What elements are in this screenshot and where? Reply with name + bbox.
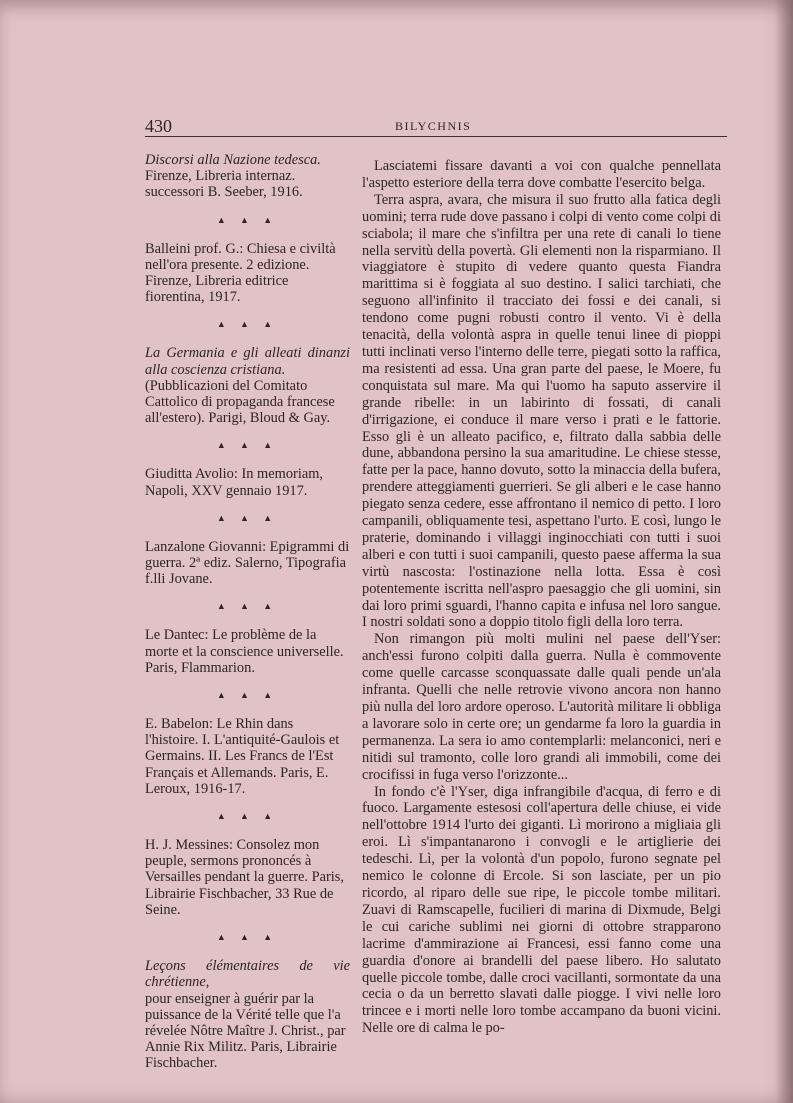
bibliography-entry [145, 345, 350, 426]
separator-ornament: ▲ ▲ ▲ [216, 690, 279, 701]
bibliography-entry [145, 627, 350, 676]
bibliography-entry [145, 837, 350, 918]
bibliography-entry [145, 538, 353, 588]
separator-ornament: ▲ ▲ ▲ [216, 214, 279, 225]
page-edge-shadow [775, 0, 793, 1103]
entry-title: La Germania e gli alleati dinanzi alla coscienza cristiana. [145, 345, 350, 378]
separator-ornament: ▲ ▲ ▲ [216, 440, 279, 451]
entry-text: H. J. Messines: Consolez mon peuple, sermons prononcés à Versailles pendant la guerre. Paris, Librairie Fischbacher, 33 Rue de Seine. [145, 837, 348, 918]
bibliography-entry [145, 958, 350, 1071]
entry-text: Lanzalone Giovanni: Epigrammi di guerra. 2ª ediz. Salerno, Tipografia f.lli Jovane. [145, 538, 353, 588]
separator-ornament: ▲ ▲ ▲ [216, 601, 279, 612]
body-paragraph: Terra aspra, avara, che misura il suo frutto alla fatica degli uomini; terra rude dove passano i colpi di vento come colpi di sciabola; il mare che s'infiltra per una rete di canali lo tiene nella servitù della povertà. Gli elementi non la risparmiano. Il viaggiatore è stupito di vedere quanto questa Fiandra marittima si è foggiata al suo destino. I salici tarchiati, che seguono all'infinito il tracciato dei fossi e dei canali, si tendono come pugni robusti contro il vento. Vi è della tenacità, della volontà aspra in quelle tenui linee di pioppi tutti inclinati verso l'interno delle terre, piegati sotto la raffica, ma resistenti ad essa. Una gran parte del paese, le Moere, fu conquistata sul mare. Ma qui l'uomo ha saputo asservire il grande ribelle: in un labirinto di fossati, di canali d'irrigazione, ei conduce il mare verso i prati e le fattorie. Esso gli è un alleato pacifico, e, filtrato dalla sabbia delle dune, abbandona persino la sua amaritudine. Le chiese stesse, fatte per la pace, hanno dovuto, sotto la minaccia della bufera, prendere atteggiamenti guerrieri. Se gli alberi e le case hanno piegato senza cedere, esse affrontano il nemico di petto. I loro campanili, obliquamente tesi, aspettano l'urto. E così, lungo le praterie, dominando i villaggi inginocchiati con tutti i suoi alberi e con tutti i suoi campanili, questo paese afferma la sua virtù nascosta: l'ostinazione nella lotta. Essa è così potentemente iscritta nell'aspro paesaggio che gli uomini, sin dai loro primi sguardi, l'hanno capita e infusa nel loro sangue. I nostri soldati sono a doppio titolo figli della loro terra. [362, 191, 721, 631]
entry-text: E. Babelon: Le Rhin dans l'histoire. I. L'antiquité-Gaulois et Germains. II. Les Francs de l'Est Français et Allemands. Paris, E. Leroux, 1916-17. [145, 716, 343, 797]
page-header [145, 110, 727, 138]
entry-text: Firenze, Libreria internaz. successori B. Seeber, 1916. [145, 168, 303, 201]
separator-ornament: ▲ ▲ ▲ [216, 512, 279, 523]
entry-text: Le Dantec: Le problème de la morte et la conscience universelle. Paris, Flammarion. [145, 627, 348, 676]
entry-title: Discorsi alla Nazione tedesca. [145, 152, 321, 168]
entry-text: Giuditta Avolio: In memoriam, Napoli, XXV gennaio 1917. [145, 466, 327, 499]
bibliography-column [145, 152, 353, 1072]
entry-text: (Pubblicazioni del Comitato Cattolico di propaganda francese all'estero). Parigi, Bloud & Gay. [145, 377, 339, 427]
article-column [362, 158, 721, 1037]
separator-ornament: ▲ ▲ ▲ [216, 319, 279, 330]
running-head: BILYCHNIS [395, 119, 472, 133]
body-paragraph: In fondo c'è l'Yser, diga infrangibile d'acqua, di ferro e di fuoco. Largamente estesosi coll'apertura delle chiuse, ei vide nell'ottobre 1914 l'urto dei giganti. Lì morirono a migliaia gli eroi. Lì s'impantanarono i convogli e le artiglierie dei tedeschi. Lì, per la volontà d'un popolo, furono segnate pel nemico le colonne di Ercole. Si son lasciate, per un pio ricordo, al riparo delle sue ripe, le piccole tombe militari. Zuavi di Ramscapelle, fucilieri di marina di Dixmude, Belgi le cui cariche sublimi nei giorni di ottobre strapparono lacrime d'ammirazione ai Francesi, essi fanno come una guardia d'onore ai brandelli del paese libero. Ho salutato quelle piccole tombe, dalle croci vacillanti, sormontate da una cecia o da un berretto slavati dalle piogge. I vivi nelle loro trincee e i morti nelle loro tombe accampano da buoni vicini. Nelle ore di calma le po- [362, 783, 721, 1037]
page-number: 430 [145, 116, 172, 136]
body-paragraph: Non rimangon più molti mulini nel paese dell'Yser: anch'essi furono colpiti dalla guerra. Nulla è commovente come quelle carcasse sconquassate dalle quali pende un'ala infranta. Quelli che nelle retrovie vivono ancora non hanno più nulla del loro ardore operoso. L'autorità militare li obbliga a lavorare solo in certe ore; un gendarme fa loro la guardia in permanenza. La sera io amo contemplarli: melanconici, neri e nitidi sul tramonto, colle loro grandi ali immobili, come dei crocifissi in fuga verso l'orizzonte... [362, 631, 721, 783]
body-paragraph: Lasciatemi fissare davanti a voi con qualche pennellata l'aspetto esteriore della terra dove combatte l'esercito belga. [362, 158, 721, 191]
bibliography-entry [145, 466, 350, 498]
entry-text: pour enseigner à guérir par la puissance de la Vérité telle que l'a révelée Nôtre Maître J. Christ., par Annie Rix Militz. Paris, Librairie Fischbacher. [145, 990, 349, 1072]
bibliography-entry [145, 716, 350, 797]
entry-text: Balleini prof. G.: Chiesa e civiltà nell'ora presente. 2 edizione. Firenze, Libreria editrice fiorentina, 1917. [145, 240, 340, 306]
entry-title: Leçons élémentaires de vie chrétienne, [145, 958, 350, 991]
header-rule [145, 136, 727, 137]
bibliography-entry [145, 241, 350, 306]
bibliography-entry [145, 152, 350, 201]
separator-ornament: ▲ ▲ ▲ [216, 811, 279, 822]
separator-ornament: ▲ ▲ ▲ [216, 932, 279, 943]
